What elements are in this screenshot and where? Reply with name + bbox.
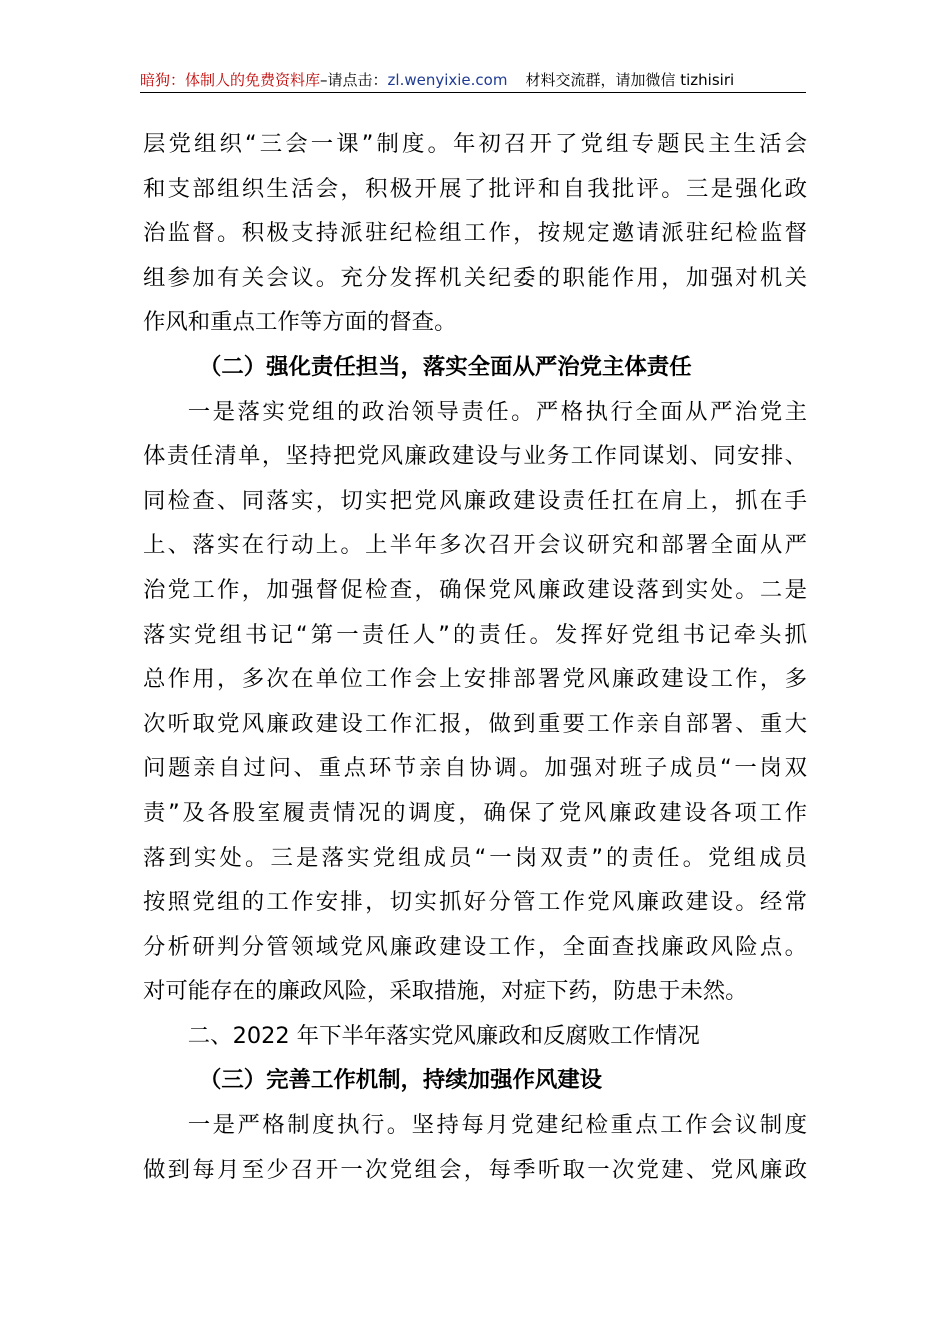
- section-heading: （二）强化责任担当，落实全面从严治党主体责任: [199, 353, 692, 380]
- body-line: 落到实处。三是落实党组成员“一岗双责”的责任。党组成员: [143, 844, 807, 871]
- body-line: 作风和重点工作等方面的督查。: [143, 309, 457, 336]
- body-line: 总作用，多次在单位工作会上安排部署党风廉政建设工作，多: [143, 666, 807, 693]
- body-line: 责”及各股室履责情况的调度，确保了党风廉政建设各项工作: [143, 799, 807, 826]
- body-line: 同检查、同落实，切实把党风廉政建设责任扛在肩上，抓在手: [143, 487, 807, 514]
- body-line: 做到每月至少召开一次党组会，每季听取一次党建、党风廉政: [143, 1156, 807, 1183]
- header-click-prompt: –请点击：: [320, 71, 388, 89]
- body-line: 落实党组书记“第一责任人”的责任。发挥好党组书记牵头抓: [143, 621, 807, 648]
- body-line: 分析研判分管领域党风廉政建设工作，全面查找廉政风险点。: [143, 933, 807, 960]
- body-line: 对可能存在的廉政风险，采取措施，对症下药，防患于未然。: [143, 978, 748, 1005]
- body-line: 次听取党风廉政建设工作汇报，做到重要工作亲自部署、重大: [143, 710, 807, 737]
- section-heading-level-1: 二、2022 年下半年落实党风廉政和反腐败工作情况: [187, 1022, 700, 1049]
- body-line: 层党组织“三会一课”制度。年初召开了党组专题民主生活会: [143, 131, 807, 157]
- page-header: [140, 68, 806, 93]
- body-line: 问题亲自过问、重点环节亲自协调。加强对班子成员“一岗双: [143, 755, 807, 782]
- body-line: 上、落实在行动上。上半年多次召开会议研究和部署全面从严: [143, 532, 807, 559]
- body-line: 一是落实党组的政治领导责任。严格执行全面从严治党主: [187, 398, 807, 425]
- body-line: 体责任清单，坚持把党风廉政建设与业务工作同谋划、同安排、: [143, 443, 807, 470]
- body-line: 组参加有关会议。充分发挥机关纪委的职能作用，加强对机关: [143, 264, 807, 291]
- header-url-link[interactable]: zl.wenyixie.com: [387, 71, 508, 89]
- body-line: 一是严格制度执行。坚持每月党建纪检重点工作会议制度: [187, 1112, 807, 1139]
- section-heading: （三）完善工作机制，持续加强作风建设: [199, 1067, 603, 1094]
- header-brand: 暗狗：体制人的免费资料库: [140, 71, 321, 89]
- body-line: 治党工作，加强督促检查，确保党风廉政建设落到实处。二是: [143, 576, 807, 603]
- body-line: 按照党组的工作安排，切实抓好分管工作党风廉政建设。经常: [143, 889, 807, 916]
- header-group-note: 材料交流群，请加微信 tizhisiri: [525, 71, 735, 89]
- document-body: [143, 122, 807, 1192]
- body-line: 治监督。积极支持派驻纪检组工作，按规定邀请派驻纪检监督: [143, 220, 807, 247]
- body-line: 和支部组织生活会，积极开展了批评和自我批评。三是强化政: [143, 175, 807, 202]
